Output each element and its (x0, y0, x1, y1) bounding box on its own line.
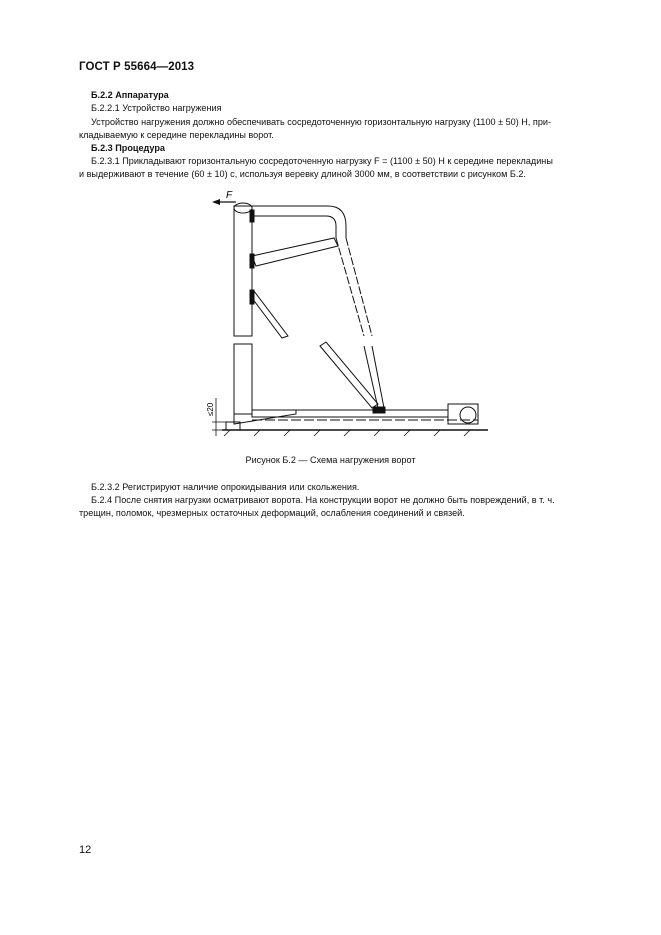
base-wheel (460, 407, 476, 423)
section-b231-text-line-1: Б.2.3.1 Прикладывают горизонтальную сосредоточенную нагрузку F = (1100 ± 50) Н к середине перекладины (91, 156, 553, 166)
section-b22-title: Б.2.2 Аппаратура (91, 90, 169, 100)
upper-brace (252, 238, 338, 266)
force-arrow-icon (212, 199, 236, 205)
post-top-cap (234, 203, 252, 213)
force-label: F (226, 190, 233, 201)
section-b232-text: Б.2.3.2 Регистрируют наличие опрокидывания или скольжения. (91, 482, 360, 492)
section-b24-text-line-1: Б.2.4 После снятия нагрузки осматривают ворота. На конструкции ворот не должно быть повреждений, в т. ч. (91, 495, 555, 505)
page-number: 12 (79, 844, 92, 856)
document-header: ГОСТ Р 55664—2013 (79, 61, 195, 73)
section-b221-heading: Б.2.2.1 Устройство нагружения (91, 103, 222, 113)
gate-post-upper (234, 206, 252, 336)
side-rail (336, 238, 372, 336)
section-b221-text-line-1: Устройство нагружения должно обеспечивать сосредоточенную горизонтальную нагрузку (1100 ± 50) Н, при- (91, 117, 551, 127)
top-bar-outer (252, 206, 346, 238)
section-b221-text-line-2: кладываемую к середине перекладины ворот. (79, 130, 274, 140)
gate-post-lower (234, 344, 252, 414)
dimension-label: ≤20 (206, 402, 215, 416)
section-b231-text-line-2: и выдерживают в течение (60 ± 10) с, используя веревку длиной 3000 мм, в соответствии с рисунком Б.2. (79, 169, 526, 179)
rear-support (320, 342, 378, 408)
figure-caption: Рисунок Б.2 — Схема нагружения ворот (245, 455, 416, 465)
section-b23-title: Б.2.3 Процедура (91, 143, 165, 153)
section-b24-text-line-2: трещин, поломок, чрезмерных остаточных деформаций, ослабления соединений и связей. (79, 508, 465, 518)
figure-gate-loading-scheme (200, 186, 490, 442)
top-bar-inner (252, 216, 336, 238)
lower-brace (252, 291, 288, 338)
